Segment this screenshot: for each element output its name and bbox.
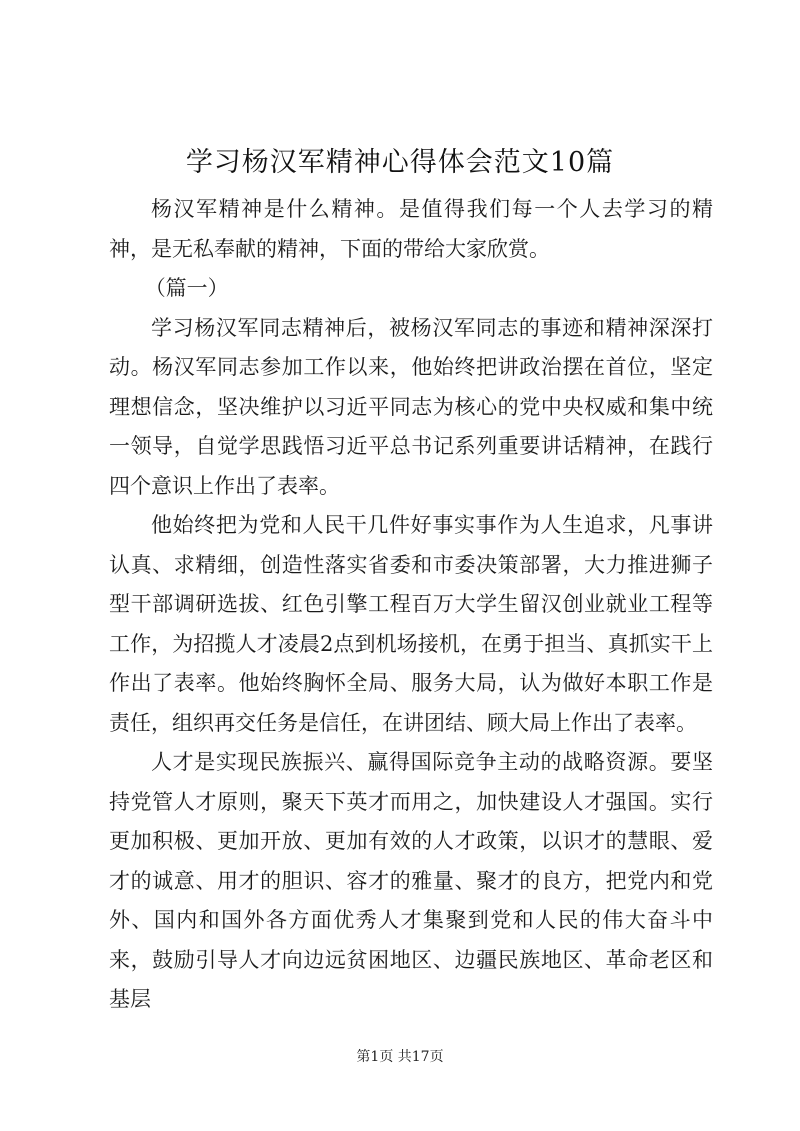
- body-paragraph: 他始终把为党和人民干几件好事实事作为人生追求，凡事讲认真、求精细，创造性落实省委和市委决策部署，大力推进狮子型干部调研选拔、红色引擎工程百万大学生留汉创业就业工程等工作，为招揽人才凌晨2点到机场接机，在勇于担当、真抓实干上作出了表率。他始终胸怀全局、服务大局，认为做好本职工作是责任，组织再交任务是信任，在讲团结、顾大局上作出了表率。: [109, 513, 713, 735]
- document-title: 学习杨汉军精神心得体会范文10篇: [185, 147, 615, 178]
- body-paragraph: 人才是实现民族振兴、赢得国际竞争主动的战略资源。要坚持党管人才原则，聚天下英才而用之，加快建设人才强国。实行更加积极、更加开放、更加有效的人才政策，以识才的慧眼、爱才的诚意、用才的胆识、容才的雅量、聚才的良方，把党内和党外、国内和国外各方面优秀人才集聚到党和人民的伟大奋斗中来，鼓励引导人才向边远贫困地区、边疆民族地区、革命老区和基层: [109, 750, 713, 1011]
- page-number-footer: 第1页 共17页: [356, 1049, 444, 1065]
- intro-paragraph: 杨汉军精神是什么精神。是值得我们每一个人去学习的精神，是无私奉献的精神，下面的带给大家欣赏。: [109, 197, 713, 261]
- document-body: [109, 190, 713, 1020]
- body-paragraph: 学习杨汉军同志精神后，被杨汉军同志的事迹和精神深深打动。杨汉军同志参加工作以来，他始终把讲政治摆在首位，坚定理想信念，坚决维护以习近平同志为核心的党中央权威和集中统一领导，自觉学思践悟习近平总书记系列重要讲话精神，在践行四个意识上作出了表率。: [109, 315, 713, 498]
- section-label: （篇一）: [144, 276, 229, 300]
